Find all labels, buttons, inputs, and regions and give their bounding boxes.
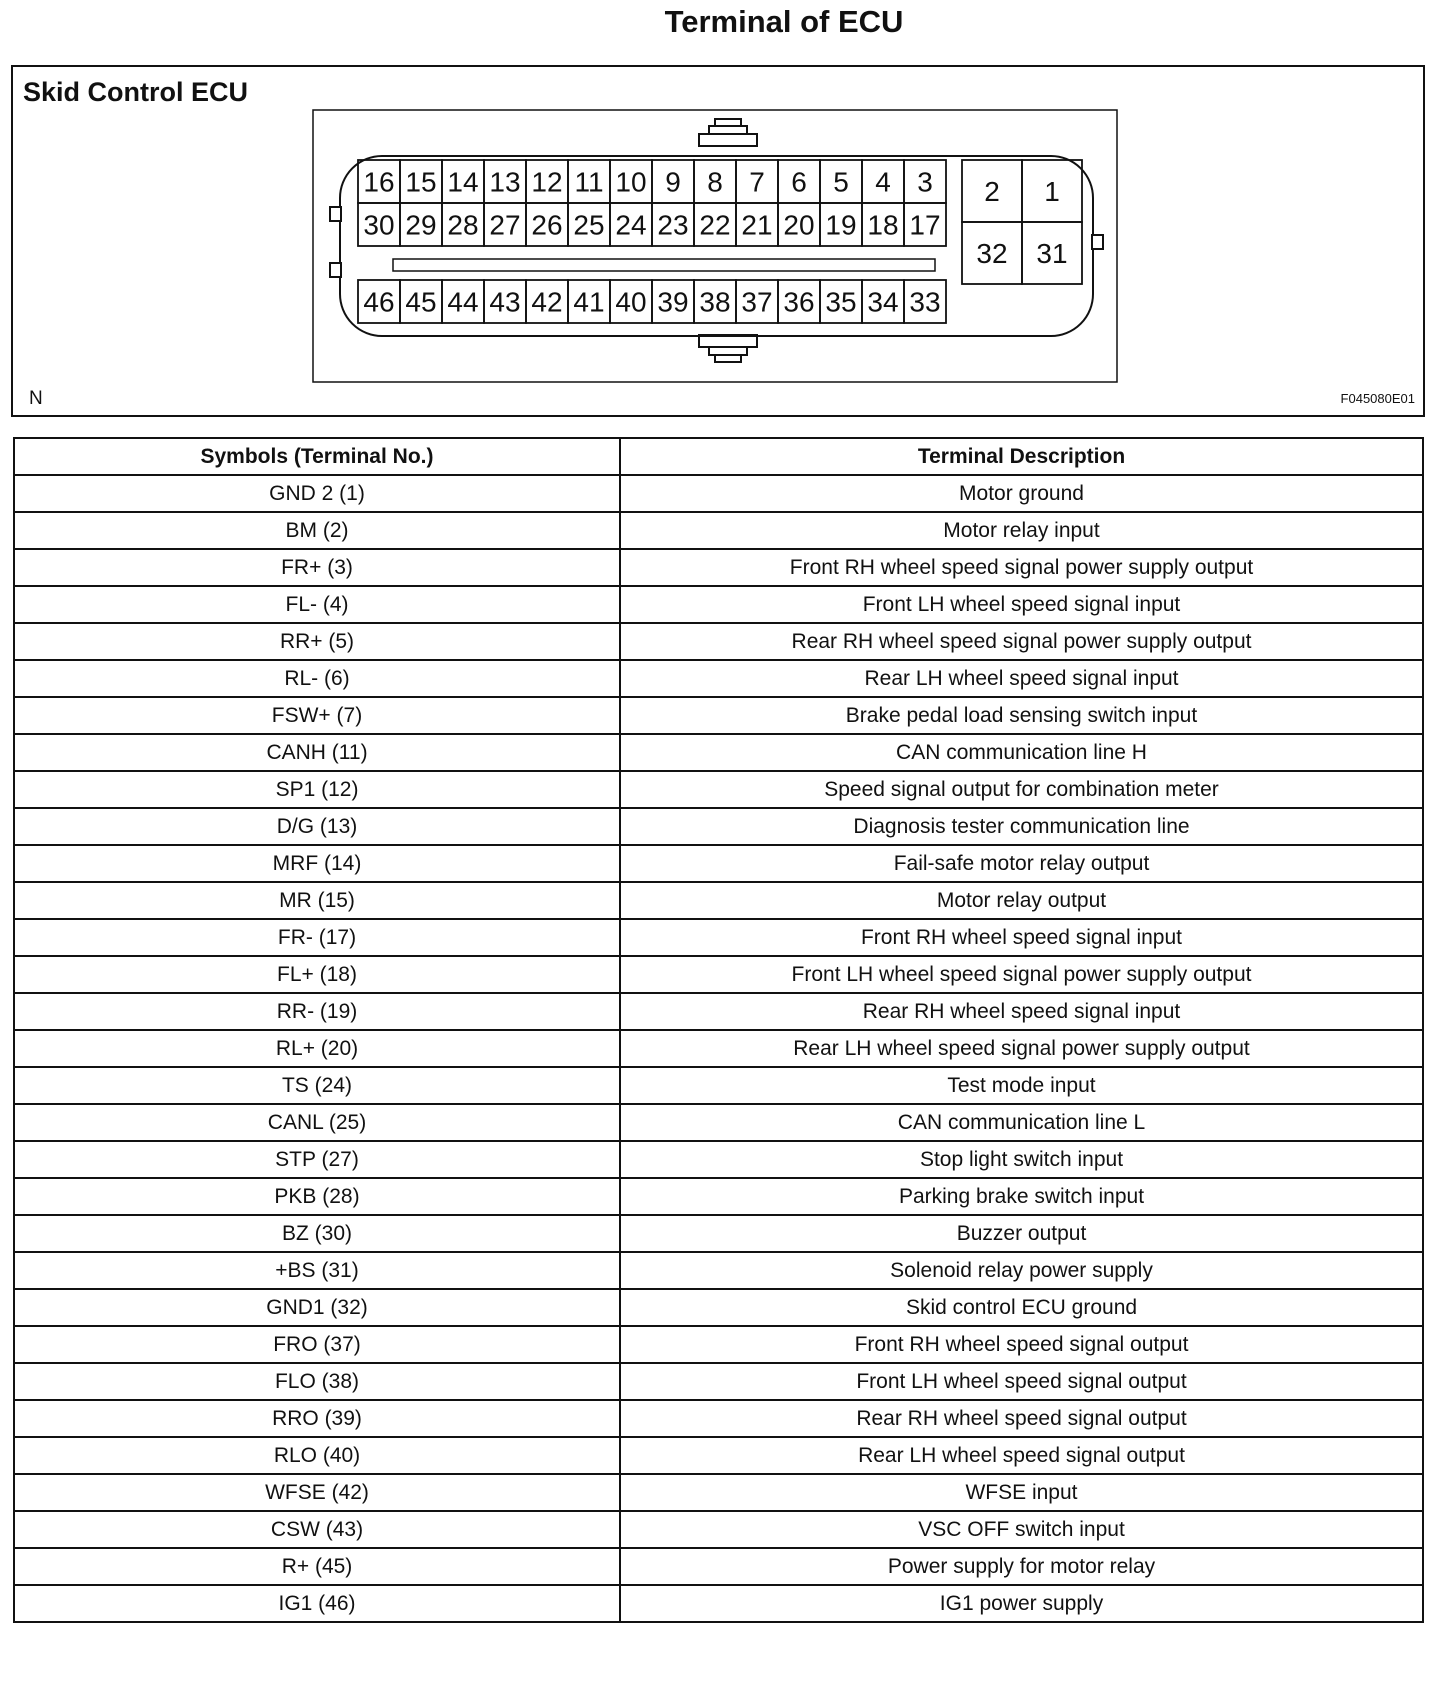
table-row xyxy=(14,1178,1423,1215)
terminal-pin-label: 38 xyxy=(699,286,731,318)
terminal-pin-label: 19 xyxy=(825,209,857,241)
terminal-symbol-cell: WFSE (42) xyxy=(14,1474,620,1511)
terminal-pin-label: 30 xyxy=(363,209,395,241)
terminal-pin-label: 15 xyxy=(405,166,437,198)
table-row xyxy=(14,1067,1423,1104)
terminal-symbol-cell: FR- (17) xyxy=(14,919,620,956)
terminal-pin-label: 5 xyxy=(833,166,849,198)
pin-grid xyxy=(358,160,1082,323)
terminal-pin-label: 4 xyxy=(875,166,891,198)
table-row xyxy=(14,882,1423,919)
terminal-description-cell: WFSE input xyxy=(620,1474,1423,1511)
terminal-pin-label: 37 xyxy=(741,286,773,318)
terminal-description-cell: Front RH wheel speed signal power supply output xyxy=(620,549,1423,586)
table-row xyxy=(14,956,1423,993)
terminal-pin-label: 6 xyxy=(791,166,807,198)
table-row xyxy=(14,919,1423,956)
terminal-description-cell: Rear LH wheel speed signal power supply output xyxy=(620,1030,1423,1067)
terminal-description-cell: Power supply for motor relay xyxy=(620,1548,1423,1585)
table-row xyxy=(14,1511,1423,1548)
figure-corner-label: N xyxy=(29,388,43,409)
terminal-pin-label: 41 xyxy=(573,286,605,318)
terminal-symbol-cell: PKB (28) xyxy=(14,1178,620,1215)
terminal-symbol-cell: BZ (30) xyxy=(14,1215,620,1252)
top-latch xyxy=(699,119,757,146)
terminal-pin-label: 8 xyxy=(707,166,723,198)
terminal-symbol-cell: RR- (19) xyxy=(14,993,620,1030)
terminal-description-cell: Buzzer output xyxy=(620,1215,1423,1252)
table-row xyxy=(14,1289,1423,1326)
terminal-pin-label: 21 xyxy=(741,209,773,241)
table-row xyxy=(14,1326,1423,1363)
page-title: Terminal of ECU xyxy=(664,4,904,39)
terminal-description-cell: Motor relay output xyxy=(620,882,1423,919)
terminal-description-cell: Front LH wheel speed signal power supply output xyxy=(620,956,1423,993)
bottom-latch xyxy=(699,335,757,362)
right-tab xyxy=(1092,235,1103,249)
table-row xyxy=(14,1548,1423,1585)
terminal-symbol-cell: CANL (25) xyxy=(14,1104,620,1141)
table-row xyxy=(14,512,1423,549)
terminal-pin-label: 12 xyxy=(531,166,563,198)
terminal-description-cell: Rear LH wheel speed signal output xyxy=(620,1437,1423,1474)
table-row xyxy=(14,1363,1423,1400)
terminal-pin-label: 42 xyxy=(531,286,563,318)
terminal-symbol-cell: RLO (40) xyxy=(14,1437,620,1474)
terminal-symbol-cell: RR+ (5) xyxy=(14,623,620,660)
table-row xyxy=(14,845,1423,882)
table-row xyxy=(14,1585,1423,1622)
table-row xyxy=(14,1474,1423,1511)
terminal-symbol-cell: RL- (6) xyxy=(14,660,620,697)
table-row xyxy=(14,771,1423,808)
power-terminal-pin-label: 2 xyxy=(984,176,1000,208)
terminal-pin-label: 23 xyxy=(657,209,689,241)
table-row xyxy=(14,808,1423,845)
terminal-symbol-cell: R+ (45) xyxy=(14,1548,620,1585)
terminal-symbol-cell: TS (24) xyxy=(14,1067,620,1104)
power-terminal-pin-label: 1 xyxy=(1044,176,1060,208)
table-row xyxy=(14,1215,1423,1252)
terminal-symbol-cell: FLO (38) xyxy=(14,1363,620,1400)
terminal-description-cell: CAN communication line H xyxy=(620,734,1423,771)
power-terminal-pin-label: 31 xyxy=(1036,238,1068,270)
table-row xyxy=(14,586,1423,623)
table-header-row xyxy=(14,438,1423,475)
terminal-description-cell: Diagnosis tester communication line xyxy=(620,808,1423,845)
terminal-pin-label: 35 xyxy=(825,286,857,318)
terminal-pin-label: 36 xyxy=(783,286,815,318)
terminal-pin-label: 33 xyxy=(909,286,941,318)
connector-diagram xyxy=(13,67,1423,415)
terminal-pin-label: 29 xyxy=(405,209,437,241)
terminal-description-cell: IG1 power supply xyxy=(620,1585,1423,1622)
terminal-pin-label: 14 xyxy=(447,166,479,198)
terminal-description-cell: Front LH wheel speed signal output xyxy=(620,1363,1423,1400)
terminal-symbol-cell: IG1 (46) xyxy=(14,1585,620,1622)
table-row xyxy=(14,1252,1423,1289)
figure-caption: Skid Control ECU xyxy=(23,77,249,107)
terminal-description-cell: Rear LH wheel speed signal input xyxy=(620,660,1423,697)
table-row xyxy=(14,1141,1423,1178)
table-row xyxy=(14,475,1423,512)
terminal-pin-label: 27 xyxy=(489,209,521,241)
terminal-description-cell: Solenoid relay power supply xyxy=(620,1252,1423,1289)
terminal-symbol-cell: D/G (13) xyxy=(14,808,620,845)
table-row xyxy=(14,623,1423,660)
terminal-symbol-cell: SP1 (12) xyxy=(14,771,620,808)
terminal-pin-label: 9 xyxy=(665,166,681,198)
terminal-pin-label: 11 xyxy=(574,166,604,198)
terminal-description-cell: CAN communication line L xyxy=(620,1104,1423,1141)
table-row xyxy=(14,1437,1423,1474)
terminal-symbol-cell: STP (27) xyxy=(14,1141,620,1178)
terminal-pin-label: 17 xyxy=(909,209,941,241)
terminal-pin-label: 25 xyxy=(573,209,605,241)
left-tab-upper xyxy=(330,207,341,221)
terminal-symbol-cell: +BS (31) xyxy=(14,1252,620,1289)
terminal-pin-label: 16 xyxy=(363,166,395,198)
terminal-pin-label: 34 xyxy=(867,286,899,318)
terminal-description-cell: Motor ground xyxy=(620,475,1423,512)
terminal-pin-label: 46 xyxy=(363,286,395,318)
terminal-pin-label: 43 xyxy=(489,286,521,318)
terminal-description-cell: Motor relay input xyxy=(620,512,1423,549)
table-row xyxy=(14,734,1423,771)
terminal-symbol-cell: CSW (43) xyxy=(14,1511,620,1548)
terminal-pin-label: 13 xyxy=(489,166,521,198)
table-row xyxy=(14,1104,1423,1141)
terminal-pin-label: 40 xyxy=(615,286,647,318)
table-row xyxy=(14,1030,1423,1067)
terminal-description-cell: Front LH wheel speed signal input xyxy=(620,586,1423,623)
terminal-description-cell: Rear RH wheel speed signal input xyxy=(620,993,1423,1030)
terminal-description-cell: Rear RH wheel speed signal output xyxy=(620,1400,1423,1437)
terminal-description-cell: Parking brake switch input xyxy=(620,1178,1423,1215)
terminal-description-cell: Rear RH wheel speed signal power supply output xyxy=(620,623,1423,660)
terminal-description-cell: Fail-safe motor relay output xyxy=(620,845,1423,882)
terminal-pin-label: 18 xyxy=(867,209,899,241)
header-symbols: Symbols (Terminal No.) xyxy=(14,438,620,475)
terminal-symbol-cell: FL+ (18) xyxy=(14,956,620,993)
terminal-symbol-cell: BM (2) xyxy=(14,512,620,549)
connector-figure xyxy=(11,65,1425,417)
terminal-pin-label: 3 xyxy=(917,166,933,198)
table-row xyxy=(14,697,1423,734)
terminal-description-cell: Stop light switch input xyxy=(620,1141,1423,1178)
terminal-symbol-cell: FRO (37) xyxy=(14,1326,620,1363)
terminal-pin-label: 20 xyxy=(783,209,815,241)
power-terminal-pin-label: 32 xyxy=(976,238,1008,270)
terminal-symbol-cell: GND 2 (1) xyxy=(14,475,620,512)
terminal-symbol-cell: RRO (39) xyxy=(14,1400,620,1437)
terminal-table xyxy=(13,437,1424,1623)
terminal-pin-label: 22 xyxy=(699,209,731,241)
key-slot xyxy=(393,259,935,271)
terminal-pin-label: 26 xyxy=(531,209,563,241)
terminal-description-cell: VSC OFF switch input xyxy=(620,1511,1423,1548)
terminal-pin-label: 39 xyxy=(657,286,689,318)
terminal-description-cell: Test mode input xyxy=(620,1067,1423,1104)
terminal-symbol-cell: MR (15) xyxy=(14,882,620,919)
terminal-description-cell: Skid control ECU ground xyxy=(620,1289,1423,1326)
terminal-description-cell: Front RH wheel speed signal output xyxy=(620,1326,1423,1363)
header-description: Terminal Description xyxy=(620,438,1423,475)
terminal-symbol-cell: MRF (14) xyxy=(14,845,620,882)
table-row xyxy=(14,549,1423,586)
terminal-description-cell: Brake pedal load sensing switch input xyxy=(620,697,1423,734)
table-row xyxy=(14,1400,1423,1437)
terminal-pin-label: 28 xyxy=(447,209,479,241)
figure-code: F045080E01 xyxy=(1340,391,1415,406)
terminal-symbol-cell: FSW+ (7) xyxy=(14,697,620,734)
terminal-symbol-cell: CANH (11) xyxy=(14,734,620,771)
terminal-symbol-cell: GND1 (32) xyxy=(14,1289,620,1326)
table-row xyxy=(14,660,1423,697)
terminal-pin-label: 45 xyxy=(405,286,437,318)
terminal-pin-label: 24 xyxy=(615,209,647,241)
table-row xyxy=(14,993,1423,1030)
terminal-symbol-cell: RL+ (20) xyxy=(14,1030,620,1067)
terminal-symbol-cell: FR+ (3) xyxy=(14,549,620,586)
terminal-description-cell: Speed signal output for combination meter xyxy=(620,771,1423,808)
terminal-symbol-cell: FL- (4) xyxy=(14,586,620,623)
terminal-pin-label: 10 xyxy=(615,166,647,198)
left-tab-lower xyxy=(330,263,341,277)
terminal-description-cell: Front RH wheel speed signal input xyxy=(620,919,1423,956)
terminal-pin-label: 7 xyxy=(749,166,765,198)
terminal-pin-label: 44 xyxy=(447,286,479,318)
